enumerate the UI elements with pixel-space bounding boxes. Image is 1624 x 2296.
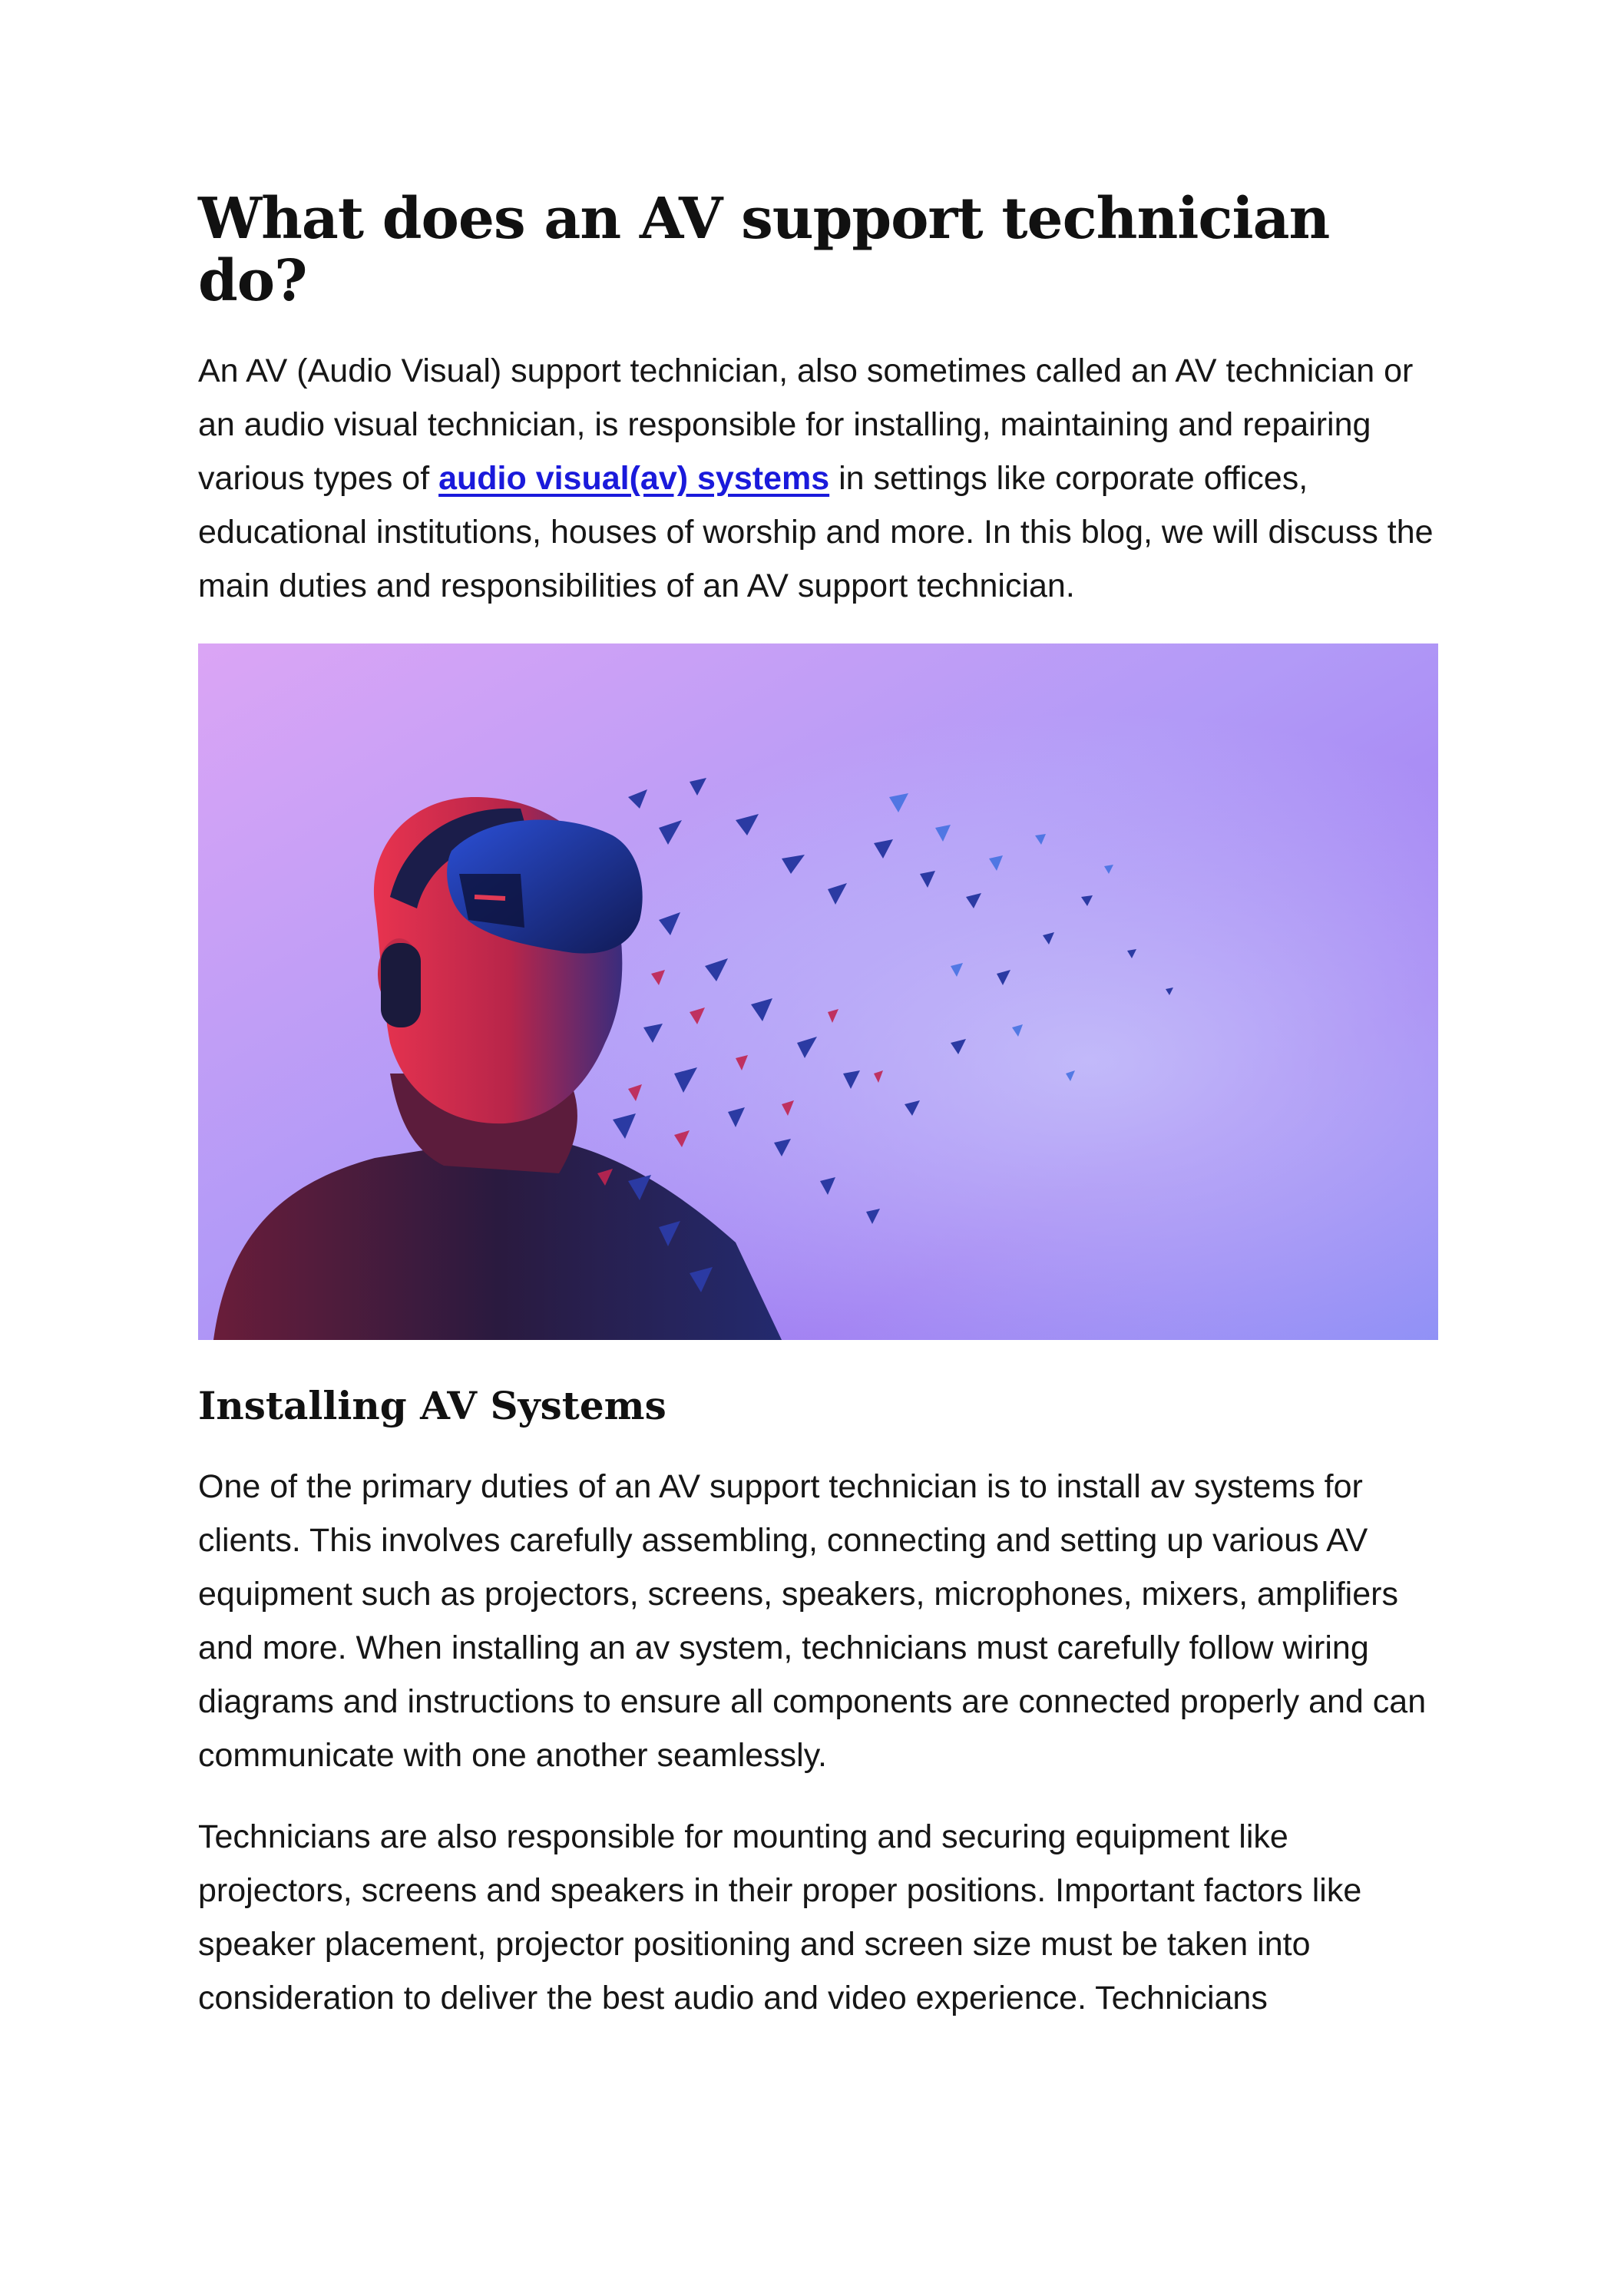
intro-paragraph <box>198 344 1438 613</box>
intro-text-before-link: An AV (Audio Visual) support technician, also sometimes called an AV technician or an audio visual technician, is responsible for installing, maintaining and repairing various types of <box>198 352 1414 497</box>
paragraph-mounting: Technicians are also responsible for mounting and securing equipment like projectors, screens and speakers in their proper positions. Important factors like speaker placement, projector positioning and screen size must be taken into consideration to deliver the best audio and video experience. Technicians <box>198 1818 1362 2016</box>
paragraph-installing: One of the primary duties of an AV support technician is to install av systems for clients. This involves carefully assembling, connecting and setting up various AV equipment such as projectors, screens, speakers, microphones, mixers, amplifiers and more. When installing an av system, technicians must carefully follow wiring diagrams and instructions to ensure all components are connected properly and can communicate with one another seamlessly. <box>198 1467 1427 1774</box>
page-title: What does an AV support technician do? <box>198 186 1330 315</box>
section-heading: Installing AV Systems <box>198 1382 666 1428</box>
intro-text-after-link: in settings like corporate offices, educational institutions, houses of worship and more. In this blog, we will discuss the main duties and responsibilities of an AV support technician. <box>198 459 1434 604</box>
av-systems-link[interactable]: audio visual(av) systems <box>438 459 830 497</box>
hero-image-vr-headset <box>198 643 1438 1340</box>
document-page <box>198 188 1438 2053</box>
